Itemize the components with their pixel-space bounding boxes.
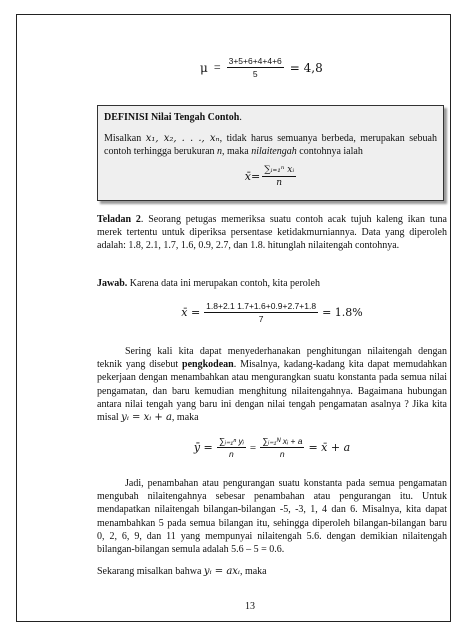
last-text-2: , maka [239, 566, 267, 577]
xbar-denominator: 7 [258, 314, 264, 324]
coding-text-3: , maka [171, 412, 199, 424]
definition-text-3: , maka [222, 146, 252, 157]
definition-box [97, 105, 444, 201]
xbar-numerator: 1.8+2.1 1.7+1.6+0.9+2.7+1.8 [206, 301, 317, 311]
definition-title [104, 111, 437, 124]
ybar-lhs: ȳ = [193, 441, 213, 454]
mu-symbol: μ [200, 60, 208, 75]
coding-text-2: . Misalnya, kadang-kadang kita dapat memudahkan pekerjaan dengan menambahkan atau mengurangkan suatu konstanta pada semua nilai pengamatan, dan baru kemudian menghitung nilaitengahnya. Bagaimana hubungan antara nilai tengah yang baru ini dengan nilai tengah pengamatan asalnya ? Jika kita misal [97, 359, 447, 424]
mu-result: = 4,8 [289, 60, 323, 75]
ybar-fraction-1 [217, 435, 246, 460]
ybar-fraction-1-numerator: ∑ᵢ₌₁ⁿ yᵢ [218, 436, 244, 446]
definition-formula [104, 164, 437, 189]
definition-text-1: Misalkan [104, 133, 146, 144]
definition-formula-denominator: n [276, 178, 283, 188]
last-text-1: Sekarang misalkan bahwa [97, 566, 204, 577]
xbar-lhs: x̄ = [181, 306, 201, 319]
example-text: . Seorang petugas memeriksa suatu contoh acak tujuh kaleng ikan tuna merek tertentu untuk diperiksa persentase ketidakmurniannya. Data yang diperoleh adalah: 1.8, 2.1, 1.7, 1.6, 0.9, 2.7, dan 1.8. hitunglah nilaitengah contohnya. [97, 214, 447, 252]
definition-formula-numerator: ∑ᵢ₌₁ⁿ xᵢ [264, 165, 295, 175]
xbar-result: = 1.8% [322, 306, 363, 319]
ybar-fraction-2-denominator: n [279, 449, 285, 459]
definition-formula-lhs: x̄= [244, 170, 261, 183]
mu-equals: = [213, 60, 221, 74]
ybar-equals: = [249, 441, 257, 454]
ybar-formula [97, 435, 447, 460]
answer-label: Jawab. [97, 278, 128, 289]
ybar-fraction-2-numerator: ∑ᵢ₌₁ᴺ xᵢ + a [262, 436, 303, 446]
last-paragraph [97, 565, 447, 578]
definition-text-2: , tidak harus semuanya berbeda, merupakan sebuah contoh terhingga berukuran [104, 133, 437, 157]
definition-title-period: . [239, 112, 242, 123]
page-content [97, 15, 449, 621]
definition-n: n [217, 146, 223, 157]
answer-paragraph [97, 277, 447, 290]
definition-formula-fraction [262, 164, 296, 189]
mu-formula [200, 55, 323, 80]
ybar-result: = x̄ + a [308, 441, 351, 454]
example-paragraph [97, 213, 447, 253]
ybar-fraction-2 [260, 435, 304, 460]
definition-text-4: contohnya ialah [296, 146, 363, 157]
coding-math: yᵢ = xᵢ + a [121, 412, 172, 424]
xbar-fraction [204, 300, 318, 325]
mu-denominator: 5 [252, 69, 258, 79]
coding-paragraph [97, 345, 447, 424]
definition-term: nilaitengah [251, 146, 297, 157]
last-math: yᵢ = axᵢ [203, 566, 240, 577]
result-paragraph: Jadi, penambahan atau pengurangan suatu konstanta pada semua pengamatan mengubah nilaitengahnya sebesar penambahan atau pengurangan itu. Untuk mendapatkan nilaitengah bilangan-bilangan -5, -3, 1, 4 dan 6. Misalnya, kita dapat menambahkan 5 pada semua bilangan itu, sehingga diperoleh bilangan-bilangan baru 0, 2, 6, 9, dan 11 yang mempunyai nilaitengah 5.6. dengan demikian nilaitengah bilangan-bilangan semula adalah 5.6 – 5 = 0.6. [97, 478, 447, 556]
answer-text: Karena data ini merupakan contoh, kita peroleh [127, 278, 320, 289]
definition-title-text: DEFINISI Nilai Tengah Contoh [104, 112, 240, 123]
page-number: 13 [245, 601, 255, 612]
definition-vars: x₁, x₂, . . ., xₙ [145, 133, 220, 144]
example-label: Teladan 2 [97, 214, 141, 225]
mu-fraction [227, 55, 284, 80]
page [16, 14, 451, 622]
definition-text [104, 132, 437, 158]
mu-numerator: 3+5+6+4+4+6 [228, 56, 282, 66]
ybar-fraction-1-denominator: n [228, 449, 234, 459]
xbar-formula [97, 300, 447, 325]
coding-bold-term: pengkodean [182, 359, 234, 371]
coding-text-1: Sering kali kita dapat menyederhanakan penghitungan nilaitengah dengan teknik yang disebut [97, 346, 447, 371]
